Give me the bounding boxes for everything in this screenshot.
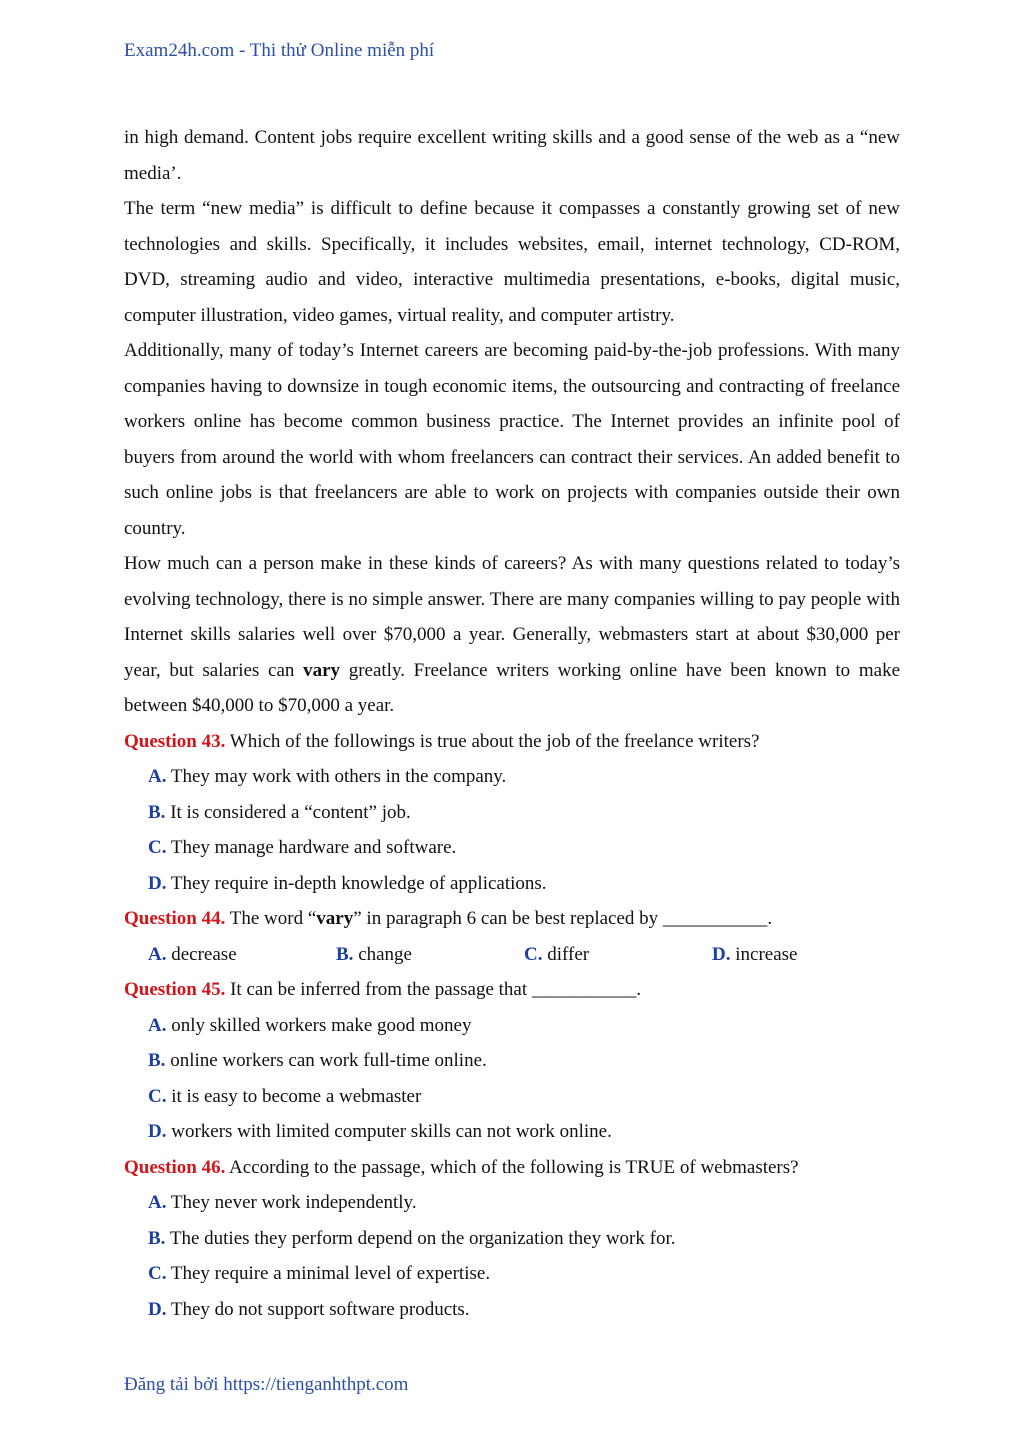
highlighted-word: vary <box>316 908 354 929</box>
question-46 <box>124 1150 900 1186</box>
option-43-a[interactable] <box>124 759 900 795</box>
passage-paragraph-4 <box>124 546 900 724</box>
page-header: Exam24h.com - Thi thử Online miễn phí <box>124 40 435 61</box>
exam-content <box>124 120 900 1327</box>
option-45-a[interactable] <box>124 1008 900 1044</box>
passage-text: How much can a person make in these kinds of careers? As with many questions related to today’s evolving technology, there is no simple answer. There are many companies willing to pay people with Internet skills salaries well over $70,000 a year. Generally, webmasters start at about $30,000 per year, but salaries can <box>124 553 900 681</box>
option-text: The duties they perform depend on the organization they work for. <box>165 1227 676 1249</box>
option-letter: A. <box>148 1014 167 1036</box>
option-text: It is considered a “content” job. <box>165 801 411 823</box>
question-label: Question 45. <box>124 979 226 1000</box>
passage-paragraph-3: Additionally, many of today’s Internet careers are becoming paid-by-the-job professions. With many companies having to downsize in tough economic items, the outsourcing and contracting of freelance workers online has become common business practice. The Internet provides an infinite pool of buyers from around the world with whom freelancers can contract their services. An added benefit to such online jobs is that freelancers are able to work on projects with companies outside their own country. <box>124 340 900 539</box>
question-label: Question 44. <box>124 908 226 929</box>
option-43-b[interactable] <box>124 795 900 831</box>
option-letter: B. <box>148 1050 166 1071</box>
question-44 <box>124 901 900 937</box>
option-45-b[interactable] <box>124 1043 900 1079</box>
option-text: differ <box>542 943 590 965</box>
option-text: workers with limited computer skills can not work online. <box>166 1121 612 1142</box>
option-46-a[interactable] <box>124 1185 900 1221</box>
question-43 <box>124 724 900 760</box>
highlighted-word: vary <box>303 659 341 681</box>
option-text: They require a minimal level of expertise. <box>166 1263 491 1284</box>
option-letter: A. <box>148 1192 167 1213</box>
passage-paragraph-1: in high demand. Content jobs require excellent writing skills and a good sense of the web as a “new media’. <box>124 127 900 184</box>
passage-text: greatly. Freelance writers working online have been known to make between $40,000 to $70,000 a year. <box>124 659 900 716</box>
option-letter: B. <box>148 801 166 823</box>
option-letter: A. <box>148 766 167 787</box>
option-46-d[interactable] <box>124 1292 900 1328</box>
option-letter: D. <box>712 943 731 965</box>
option-44-a[interactable] <box>148 937 336 973</box>
option-text: decrease <box>166 943 237 965</box>
option-text: They do not support software products. <box>166 1298 470 1320</box>
option-text: They may work with others in the company. <box>166 766 507 787</box>
option-text: change <box>353 943 412 965</box>
option-text: increase <box>730 943 798 965</box>
option-letter: B. <box>148 1227 166 1249</box>
option-letter: D. <box>148 1298 167 1320</box>
option-letter: B. <box>336 943 354 965</box>
question-label: Question 46. <box>124 1156 226 1178</box>
option-46-c[interactable] <box>124 1256 900 1292</box>
question-45 <box>124 972 900 1008</box>
option-text: only skilled workers make good money <box>166 1014 472 1036</box>
option-46-b[interactable] <box>124 1221 900 1257</box>
question-text: According to the passage, which of the following is TRUE of webmasters? <box>225 1156 799 1178</box>
passage-paragraph-2: The term “new media” is difficult to define because it compasses a constantly growing set of new technologies and skills. Specifically, it includes websites, email, internet technology, CD-ROM, DVD, streaming audio and video, interactive multimedia presentations, e-books, digital music, computer illustration, video games, virtual reality, and computer artistry. <box>124 198 900 326</box>
option-text: They require in-depth knowledge of applications. <box>166 872 547 894</box>
option-text: it is easy to become a webmaster <box>166 1085 422 1107</box>
page-footer: Đăng tải bởi https://tienganhthpt.com <box>124 1374 409 1395</box>
options-row-44 <box>124 937 900 973</box>
option-44-c[interactable] <box>524 937 712 973</box>
question-text: It can be inferred from the passage that ___________. <box>225 979 642 1000</box>
option-43-d[interactable] <box>124 866 900 902</box>
question-label: Question 43. <box>124 730 226 752</box>
option-text: They manage hardware and software. <box>166 837 457 858</box>
option-44-d[interactable] <box>712 937 900 973</box>
option-43-c[interactable] <box>124 830 900 866</box>
option-letter: C. <box>148 1085 167 1107</box>
option-45-d[interactable] <box>124 1114 900 1150</box>
option-letter: D. <box>148 1121 167 1142</box>
question-text: Which of the followings is true about the job of the freelance writers? <box>225 730 760 752</box>
option-44-b[interactable] <box>336 937 524 973</box>
option-45-c[interactable] <box>124 1079 900 1115</box>
question-text: ” in paragraph 6 can be best replaced by ___________. <box>353 908 773 929</box>
option-letter: C. <box>148 837 167 858</box>
option-letter: D. <box>148 872 167 894</box>
option-letter: C. <box>524 943 543 965</box>
question-text: The word “ <box>225 908 317 929</box>
option-text: They never work independently. <box>166 1192 417 1213</box>
option-text: online workers can work full-time online. <box>165 1050 487 1071</box>
option-letter: C. <box>148 1263 167 1284</box>
option-letter: A. <box>148 943 167 965</box>
